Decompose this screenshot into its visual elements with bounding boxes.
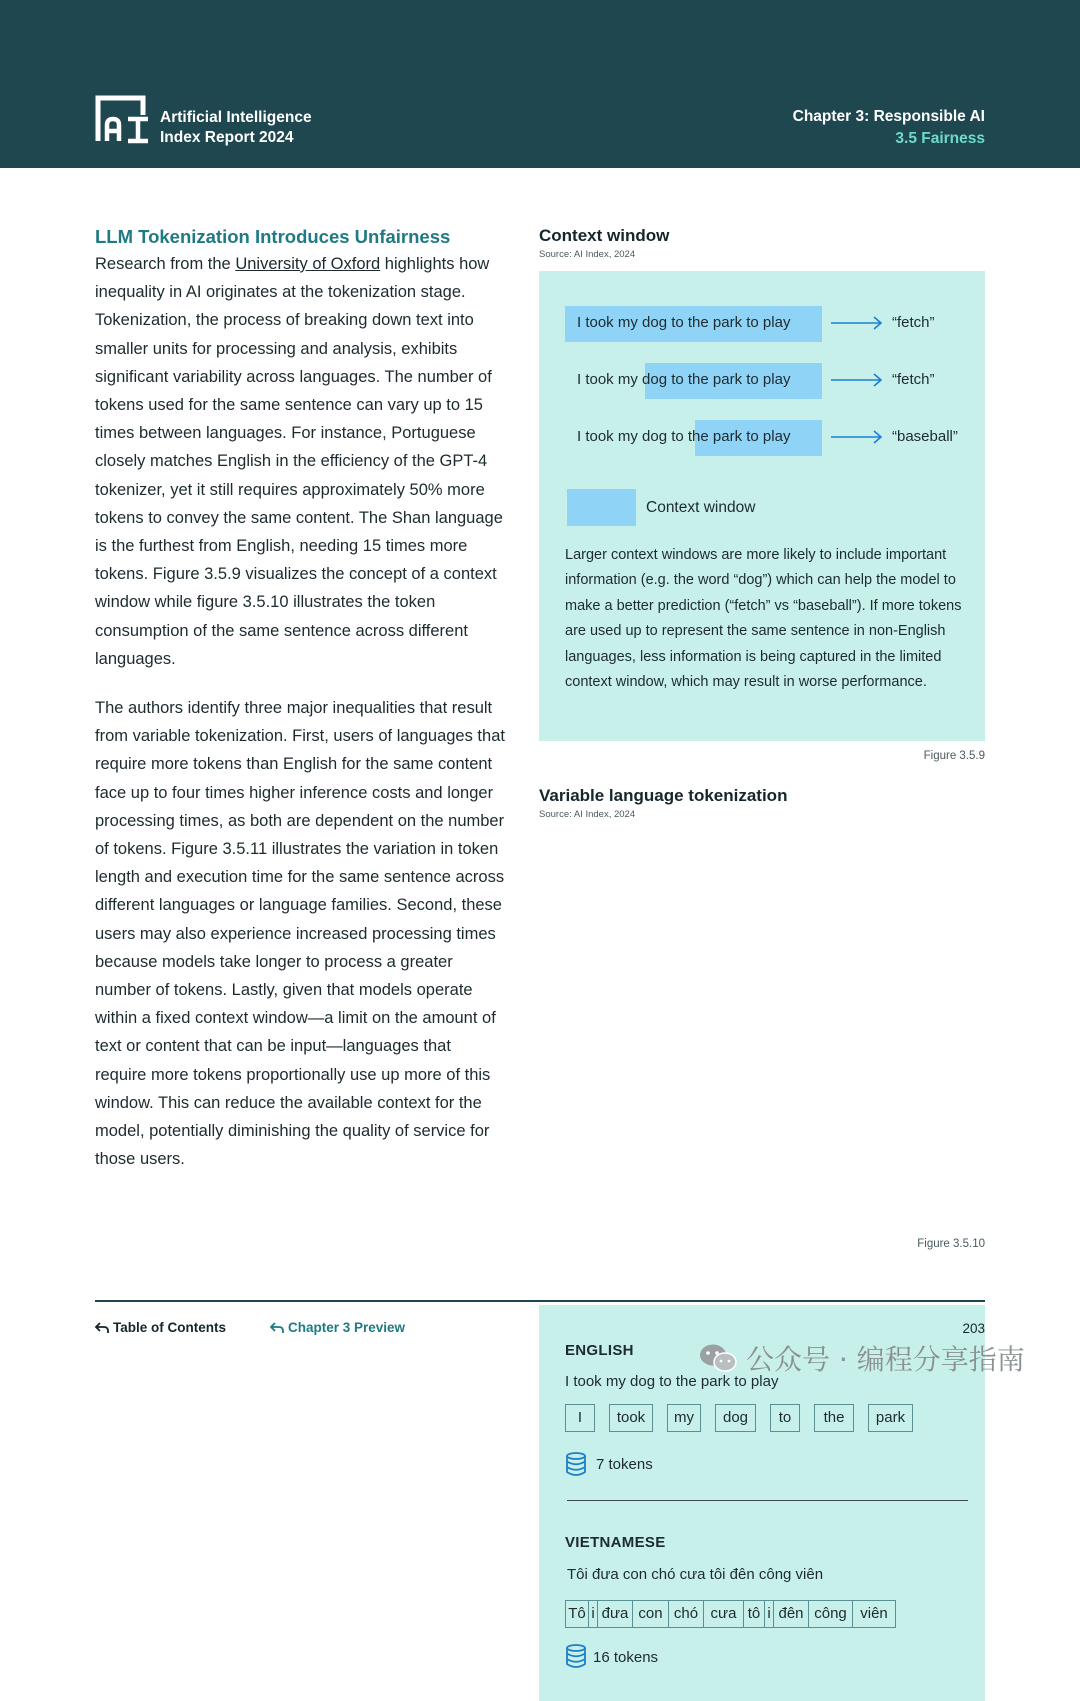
token-box: my <box>667 1404 701 1432</box>
figure-context-window <box>539 226 985 260</box>
arrow-right-icon <box>831 430 883 444</box>
token-box: công <box>808 1600 853 1628</box>
report-title-line1: Artificial Intelligence <box>160 109 312 126</box>
divider <box>567 1500 968 1501</box>
context-sentence: I took my dog to the park to play <box>577 314 791 331</box>
chapter-preview-label: Chapter 3 Preview <box>288 1320 406 1335</box>
return-arrow-icon <box>270 1322 284 1334</box>
token-box: to <box>770 1404 800 1432</box>
figure-variable-tokenization <box>539 786 985 820</box>
english-heading: ENGLISH <box>565 1342 634 1359</box>
context-window-description: Larger context windows are more likely to include important information (e.g. the word “dog”) which can help the model to make a better prediction (“fetch” vs “baseball”). If more tokens are used up to represent the same sentence in non-English languages, less information is being captured in the limited context window, which may result in worse performance. <box>565 547 962 691</box>
vietnamese-heading: VIETNAMESE <box>565 1534 666 1551</box>
context-window-panel <box>539 271 985 741</box>
arrow-right-icon <box>831 316 883 330</box>
figure-number: Figure 3.5.9 <box>923 750 985 762</box>
token-box: tô <box>743 1600 765 1628</box>
database-icon <box>565 1644 587 1668</box>
english-token-row <box>565 1404 965 1432</box>
table-of-contents-link[interactable] <box>95 1320 226 1335</box>
vietnamese-sentence: Tôi đưa con chó cưa tôi đên công viên <box>567 1566 824 1583</box>
chapter-preview-link[interactable] <box>270 1320 405 1335</box>
token-box: con <box>632 1600 669 1628</box>
return-arrow-icon <box>95 1322 109 1334</box>
chapter-title: Chapter 3: Responsible AI <box>792 108 985 125</box>
article-heading: LLM Tokenization Introduces Unfairness <box>95 226 451 247</box>
token-box: cưa <box>703 1600 744 1628</box>
context-prediction: “fetch” <box>892 314 935 331</box>
watermark-text: 公众号 · 编程分享指南 <box>746 1343 1025 1376</box>
ai-index-logo-icon <box>95 95 149 143</box>
context-row <box>565 420 965 456</box>
token-box: I <box>565 1404 595 1432</box>
para1-text-rest: highlights how inequality in AI originates at the tokenization stage. Tokenization, the process of breaking down text into smaller units for processing and analysis, exhibits significant variability across languages. The number of tokens used for the same sentence can vary up to 15 times between languages. For instance, Portuguese closely matches English in the efficiency of the GPT-4 tokenizer, yet it still requires approximately 50% more tokens to convey the same content. The Shan language is the furthest from English, needing 15 times more tokens. Figure 3.5.9 visualizes the concept of a context window while figure 3.5.10 illustrates the token consumption of the same sentence across different languages. <box>95 255 503 668</box>
oxford-link[interactable]: University of Oxford <box>235 255 381 273</box>
english-token-count: 7 tokens <box>596 1456 653 1473</box>
token-box: viên <box>852 1600 896 1628</box>
article-body <box>95 224 505 1174</box>
figure-title: Variable language tokenization <box>539 786 788 805</box>
figure-number: Figure 3.5.10 <box>917 1238 985 1250</box>
context-row <box>565 363 965 399</box>
page-number: 203 <box>962 1321 985 1336</box>
wechat-icon <box>698 1342 738 1374</box>
toc-label: Table of Contents <box>113 1320 226 1335</box>
token-box: i <box>764 1600 774 1628</box>
arrow-right-icon <box>831 373 883 387</box>
section-title: 3.5 Fairness <box>895 130 985 147</box>
token-box: chó <box>668 1600 704 1628</box>
report-title <box>160 108 312 148</box>
watermark <box>698 1338 1025 1378</box>
legend-swatch <box>567 489 636 526</box>
token-box: the <box>814 1404 854 1432</box>
chapter-heading <box>793 106 985 150</box>
vietnamese-token-count: 16 tokens <box>593 1649 659 1666</box>
token-box: park <box>868 1404 913 1432</box>
vietnamese-token-row <box>565 1600 965 1628</box>
database-icon <box>565 1452 587 1476</box>
figure-source: Source: AI Index, 2024 <box>539 809 636 820</box>
context-prediction: “baseball” <box>892 428 958 445</box>
english-sentence: I took my dog to the park to play <box>565 1373 779 1390</box>
report-title-line2: Index Report 2024 <box>160 129 294 146</box>
para1-text-start: Research from the <box>95 255 236 273</box>
article-paragraph-2: The authors identify three major inequalities that result from variable tokenization. First, users of languages that require more tokens than English for the same content face up to four times higher inference costs and longer processing times, as both are dependent on the number of tokens. Figure 3.5.11 illustrates the variation in token length and execution time for the same sentence across different languages or language families. Second, these users may also experience increased processing times because models take longer to process a greater number of tokens. Lastly, given that models operate within a fixed context window—a limit on the amount of text or content that can be input—languages that require more tokens proportionally use up more of this window. This can reduce the available context for the model, potentially diminishing the quality of service for those users. <box>95 699 505 1169</box>
context-sentence: I took my dog to the park to play <box>577 371 791 388</box>
page-header <box>0 0 1080 168</box>
context-prediction: “fetch” <box>892 371 935 388</box>
context-sentence: I took my dog to the park to play <box>577 428 791 445</box>
token-box: Tô <box>565 1600 589 1628</box>
figure-title: Context window <box>539 226 670 245</box>
context-row <box>565 306 965 342</box>
token-box: took <box>609 1404 653 1432</box>
token-box: đưa <box>597 1600 633 1628</box>
article-paragraph-1 <box>95 250 505 673</box>
figure-source: Source: AI Index, 2024 <box>539 249 636 260</box>
token-box: dog <box>715 1404 756 1432</box>
footer-divider <box>95 1300 985 1302</box>
token-box: i <box>588 1600 598 1628</box>
legend-label: Context window <box>646 499 756 516</box>
token-box: đên <box>773 1600 809 1628</box>
